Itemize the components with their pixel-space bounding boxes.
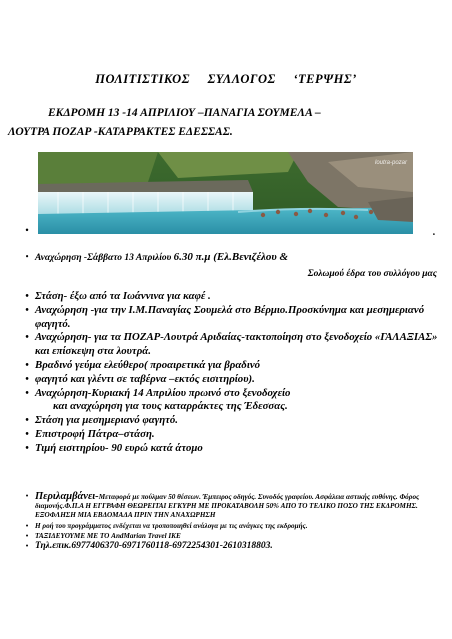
list-item — [23, 428, 448, 442]
photo-watermark: loutra-pozar — [374, 160, 407, 166]
bullet-icon: • — [25, 415, 29, 427]
notes-list — [23, 492, 448, 552]
item-text: Αναχώρηση-Κυριακή 14 Απριλίου πρωινό στο ξενοδοχείο — [35, 386, 291, 399]
bullet-icon: • — [25, 542, 29, 551]
bullet-icon: • — [25, 531, 29, 540]
item-continuation: και αναχώρηση για τους καταρράκτες της Έδεσσας. — [53, 400, 288, 413]
list-item — [23, 373, 448, 387]
trip-heading-line2: ΛΟΥΤΡΑ ΠΟΖΑΡ -ΚΑΤΑΡΡΑΚΤΕΣ ΕΔΕΣΣΑΣ. — [8, 126, 233, 138]
item-text: φαγητό και γλέντι σε ταβέρνα –εκτός εισιτηρίου). — [35, 372, 255, 385]
bullet-icon: • — [25, 521, 29, 530]
item-text: Στάση για μεσημεριανό φαγητό. — [35, 414, 178, 427]
bullet-icon: • — [25, 252, 29, 261]
list-item — [23, 387, 448, 415]
departure-post: (Ελ.Βενιζέλου & — [210, 251, 289, 263]
list-item — [23, 522, 448, 531]
list-item — [23, 304, 448, 332]
list-item — [23, 290, 448, 304]
included-text: Μεταφορά με πούλμαν 50 θέσεων. Έμπειρος οδηγός. Συνοδός γραφείου. Ασφάλεια αστικής ευθύνης. Φόρος διαμονής.Φ.Π.Α Η ΕΓΓΡΑΦΗ ΘΕΩΡΕΙΤΑΙ ΕΓΚΥΡΗ ΜΕ ΠΡΟΚΑΤΑΒΟΛΗ 50% ΑΠΟ ΤΟ ΤΕΛΙΚΟ ΠΟΣΟ ΤΗΣ ΕΚΔΡΟΜΗΣ. ΕΞΟΦΛΗΣΗ ΜΙΑ ΕΒΔΟΜΑΔΑ ΠΡΙΝ ΤΗΝ ΑΝΑΧΩΡΗΣΗ — [35, 493, 420, 520]
departure-pre: Αναχώρηση -Σάββατο 13 Απριλίου — [35, 253, 174, 263]
included-lead: Περιλαμβάνει- — [35, 491, 99, 502]
departure-info — [23, 249, 443, 282]
list-item — [23, 442, 448, 456]
bullet-icon: • — [25, 442, 29, 454]
bullet-icon: • — [25, 304, 29, 316]
bullet-icon: • — [25, 387, 29, 399]
list-item — [23, 331, 448, 359]
bullet-icon: • — [25, 373, 29, 385]
bullet-icon: • — [25, 225, 29, 235]
item-text: Τιμή εισιτηρίου- 90 ευρώ κατά άτομο — [35, 441, 203, 454]
bullet-icon: • — [25, 359, 29, 371]
waterfall-photo — [38, 152, 413, 234]
bullet-icon: • — [25, 492, 29, 500]
list-item — [23, 542, 448, 551]
list-item — [23, 359, 448, 373]
itinerary-list — [23, 290, 448, 456]
list-item — [23, 532, 448, 541]
item-text: Επιστροφή Πάτρα–στάση. — [35, 427, 155, 440]
item-text: Βραδινό γεύμα ελεύθερο( προαιρετικά για βραδινό — [35, 358, 261, 371]
program-flow-note: Η ροή του προγράμματος ενδέχεται να τροποποιηθεί ανάλογα με τις ανάγκες της εκδρομής. — [35, 521, 308, 530]
departure-time: 6.30 π.μ — [173, 251, 211, 263]
organizer-note: ΤΑΞΙΔΕΥΟΥΜΕ ΜΕ ΤΟ AndMarian Travel IKE — [35, 531, 181, 540]
departure-line2: Σολωμού έδρα του συλλόγου μας — [307, 269, 437, 279]
bullet-icon: • — [25, 428, 29, 440]
club-title: ΠΟΛΙΤΙΣΤΙΚΟΣ ΣΥΛΛΟΓΟΣ ‘ΤΕΡΨΗΣ’ — [95, 72, 357, 86]
departure-line1 — [23, 249, 443, 266]
list-item — [23, 492, 448, 521]
bullet-icon: • — [25, 291, 29, 302]
trip-heading — [8, 104, 448, 142]
item-text: Αναχώρηση- για τα ΠΟΖΑΡ-Λουτρά Αριδαίας-τακτοποίηση στο ξενοδοχείο «ΓΑΛΑΞΙΑΣ» και επίσκεψη στα λουτρά. — [35, 331, 438, 358]
item-text: Αναχώρηση -για την Ι.Μ.Παναγίας Σουμελά στο Βέρμιο.Προσκύνημα και μεσημεριανό φαγητό. — [35, 303, 425, 330]
item-text: Στάση- έξω από τα Ιωάννινα για καφέ . — [35, 290, 211, 302]
trip-heading-line1: ΕΚΔΡΟΜΗ 13 -14 ΑΠΡΙΛΙΟΥ –ΠΑΝΑΓΙΑ ΣΟΥΜΕΛΑ – — [48, 107, 321, 119]
bullet-icon: • — [25, 332, 29, 344]
list-item — [23, 414, 448, 428]
photo-trailing-dot: . — [433, 227, 436, 238]
contact-phones: Τηλ.επικ.6977406370-6971760118-6972254301-2610318803. — [35, 541, 273, 552]
